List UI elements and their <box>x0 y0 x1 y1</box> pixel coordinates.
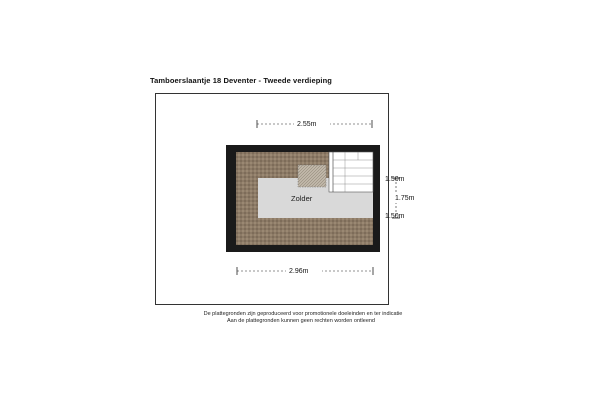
dimension-right <box>392 178 419 218</box>
plan-title: Tamboerslaantje 18 Deventer - Tweede verdieping <box>150 76 332 85</box>
staircase <box>329 152 373 192</box>
dimension-bottom-label: 2.96m <box>289 268 309 275</box>
disclaimer-line-2: Aan de plattegronden kunnen geen rechten worden ontleend <box>226 318 375 324</box>
stair-landing-hatch <box>298 165 326 187</box>
dimension-bottom <box>237 265 373 276</box>
dimension-top-label: 2.55m <box>297 121 317 128</box>
dimension-right-total-label: 1.75m <box>395 195 415 202</box>
room-label-zolder: Zolder <box>291 194 313 203</box>
disclaimer-line-1: De plattegronden zijn geproduceerd voor promotionele doeleinden en ter indicatie <box>203 311 403 317</box>
dimension-right-upper-label: 1.50m <box>385 176 405 183</box>
dimension-right-lower-label: 1.50m <box>385 213 405 220</box>
dimension-top <box>257 118 372 129</box>
